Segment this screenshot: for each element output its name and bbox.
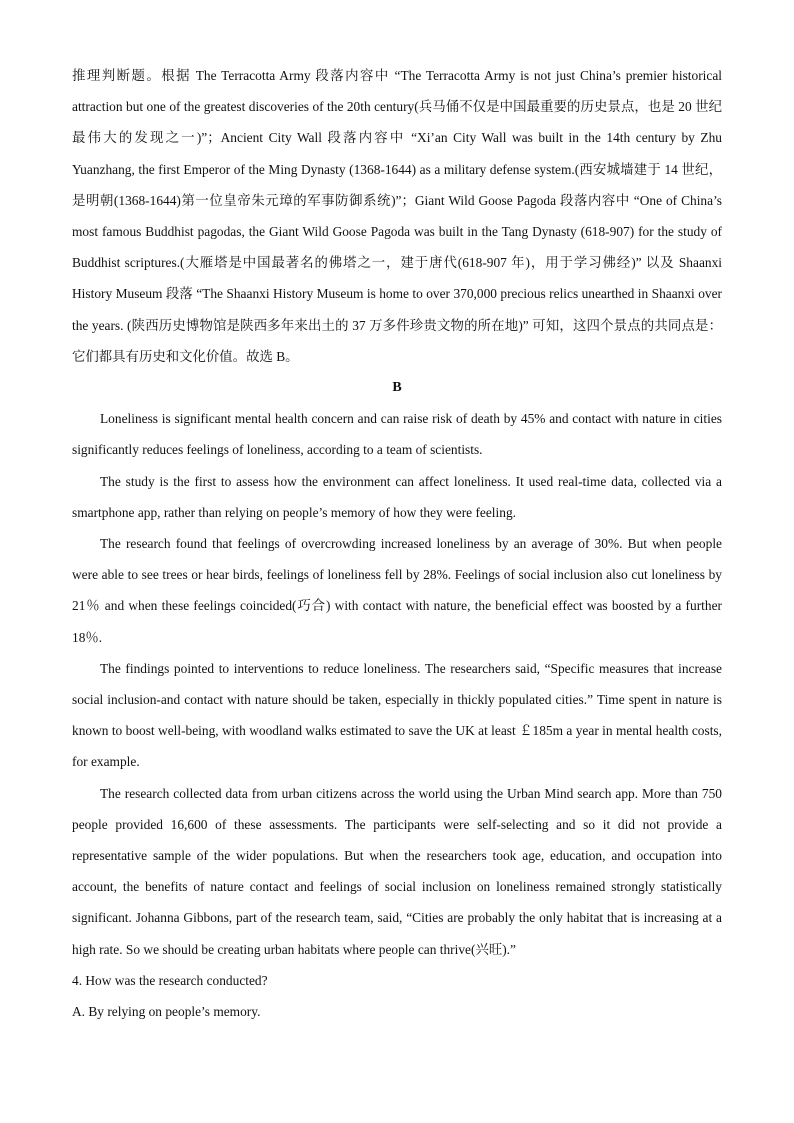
option-a: A. By relying on people’s memory. bbox=[72, 1004, 261, 1020]
section-heading: B bbox=[392, 380, 402, 396]
passage-paragraph-3: The research found that feelings of overcrowding increased loneliness by an average of 30%. But when people were able to see trees or hear birds, feelings of loneliness fell by 28%. Feelings of social inclusion also cut loneliness by 21％ and when these feelings coincided(巧合) with contact with nature, the beneficial effect was boosted by a further 18％. bbox=[72, 536, 722, 645]
passage-paragraph-1: Loneliness is significant mental health concern and can raise risk of death by 45% and contact with nature in cities significantly reduces feelings of loneliness, according to a team of scientists. bbox=[72, 411, 722, 458]
passage-paragraph-5: The research collected data from urban citizens across the world using the Urban Mind search app. More than 750 people provided 16,600 of these assessments. The participants were self-selecting and so it did not provide a representative sample of the wider populations. But when the researchers took age, education, and occupation into account, the benefits of nature contact and feelings of social inclusion on loneliness remained strongly statistically significant. Johanna Gibbons, part of the research team, said, “Cities are probably the only habitat that is increasing at a high rate. So we should be creating urban habitats where people can thrive(兴旺).” bbox=[72, 785, 722, 957]
passage-paragraph-4: The findings pointed to interventions to reduce loneliness. The researchers said, “Specific measures that increase social inclusion-and contact with nature should be taken, especially in thickly populated cities.” Time spent in nature is known to boost well-being, with woodland walks estimated to save the UK at least ￡185m a year in mental health costs, for example. bbox=[72, 660, 722, 770]
document-page bbox=[72, 60, 722, 1027]
passage-paragraph-2: The study is the first to assess how the environment can affect loneliness. It used real-time data, collected via a smartphone app, rather than relying on people’s memory of how they were feeling. bbox=[72, 473, 722, 520]
analysis-paragraph: 推理判断题。根据 The Terracotta Army 段落内容中 “The Terracotta Army is not just China’s premier historical attraction but one of the greatest discoveries of the 20th century(兵马俑不仅是中国最重要的历史景点，也是 20 世纪最伟大的发现之一)”；Ancient City Wall 段落内容中 “Xi’an City Wall was built in the 14th century by Zhu Yuanzhang, the first Emperor of the Ming Dynasty (1368-1644) as a military defense system.(西安城墙建于 14 世纪，是明朝(1368-1644)第一位皇帝朱元璋的军事防御系统)”；Giant Wild Goose Pagoda 段落内容中 “One of China’s most famous Buddhist pagodas, the Giant Wild Goose Pagoda was built in the Tang Dynasty (618-907) for the study of Buddhist scriptures.(大雁塔是中国最著名的佛塔之一，建于唐代(618-907 年)，用于学习佛经)” 以及 Shaanxi History Museum 段落 “The Shaanxi History Museum is home to over 370,000 precious relics unearthed in Shaanxi over the years. (陕西历史博物馆是陕西多年来出土的 37 万多件珍贵文物的所在地)” 可知，这四个景点的共同点是：它们都具有历史和文化价值。故选 B。 bbox=[72, 68, 722, 364]
question-4: 4. How was the research conducted? bbox=[72, 972, 268, 988]
